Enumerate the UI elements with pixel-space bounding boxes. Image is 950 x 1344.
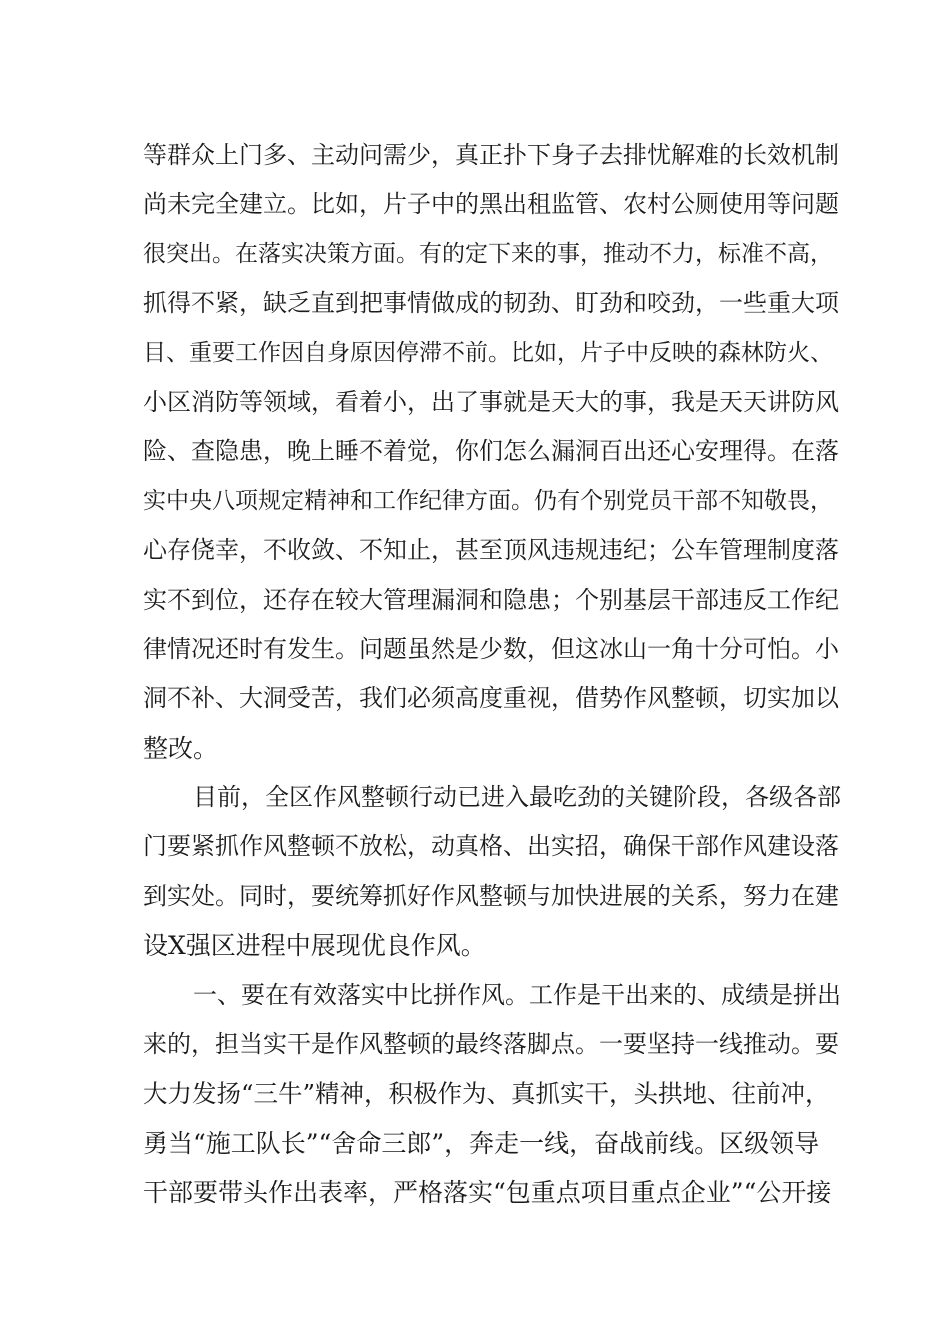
text-line: 目前，全区作风整顿行动已进入最吃劲的关键阶段，各级各部 bbox=[193, 783, 841, 812]
text-line: 一、要在有效落实中比拼作风。工作是干出来的、成绩是拼出 bbox=[193, 980, 841, 1009]
text-line: 抓得不紧，缺乏直到把事情做成的韧劲、盯劲和咬劲，一些重大项 bbox=[143, 289, 839, 318]
paragraph-2 bbox=[143, 773, 843, 971]
text-line: 设X强区进程中展现优良作风。 bbox=[143, 931, 486, 961]
text-line: 险、查隐患，晚上睡不着觉，你们怎么漏洞百出还心安理得。在落 bbox=[143, 437, 839, 466]
paragraph-3 bbox=[143, 971, 843, 1218]
text-line: 洞不补、大洞受苦，我们必须高度重视，借势作风整顿，切实加以 bbox=[143, 684, 839, 713]
text-line: 大力发扬“三牛”精神，积极作为、真抓实干，头拱地、往前冲， bbox=[143, 1079, 830, 1109]
text-line: 心存侥幸，不收敛、不知止，甚至顶风违规违纪；公车管理制度落 bbox=[143, 536, 839, 565]
text-line: 干部要带头作出表率，严格落实“包重点项目重点企业”“公开接 bbox=[143, 1178, 832, 1208]
text-line: 尚未完全建立。比如，片子中的黑出租监管、农村公厕使用等问题 bbox=[143, 190, 839, 219]
document-body bbox=[143, 131, 843, 1218]
text-line: 很突出。在落实决策方面。有的定下来的事，推动不力，标准不高， bbox=[143, 240, 833, 267]
text-line: 目、重要工作因自身原因停滞不前。比如，片子中反映的森林防火、 bbox=[143, 339, 833, 366]
text-line: 等群众上门多、主动问需少，真正扑下身子去排忧解难的长效机制 bbox=[143, 141, 839, 169]
text-line: 整改。 bbox=[143, 733, 219, 763]
paragraph-1 bbox=[143, 131, 843, 773]
text-line: 门要紧抓作风整顿不放松，动真格、出实招，确保干部作风建设落 bbox=[143, 832, 839, 861]
text-line: 律情况还时有发生。问题虽然是少数，但这冰山一角十分可怕。小 bbox=[143, 634, 839, 663]
text-line: 来的，担当实干是作风整顿的最终落脚点。一要坚持一线推动。要 bbox=[143, 1030, 839, 1059]
text-line: 勇当“施工队长”“舍命三郎”，奔走一线，奋战前线。区级领导 bbox=[143, 1128, 820, 1158]
text-line: 到实处。同时，要统筹抓好作风整顿与加快进展的关系，努力在建 bbox=[143, 881, 839, 910]
text-line: 实中央八项规定精神和工作纪律方面。仍有个别党员干部不知敬畏， bbox=[143, 487, 833, 514]
text-line: 实不到位，还存在较大管理漏洞和隐患；个别基层干部违反工作纪 bbox=[143, 585, 839, 614]
text-line: 小区消防等领域，看着小，出了事就是天大的事，我是天天讲防风 bbox=[143, 387, 839, 416]
